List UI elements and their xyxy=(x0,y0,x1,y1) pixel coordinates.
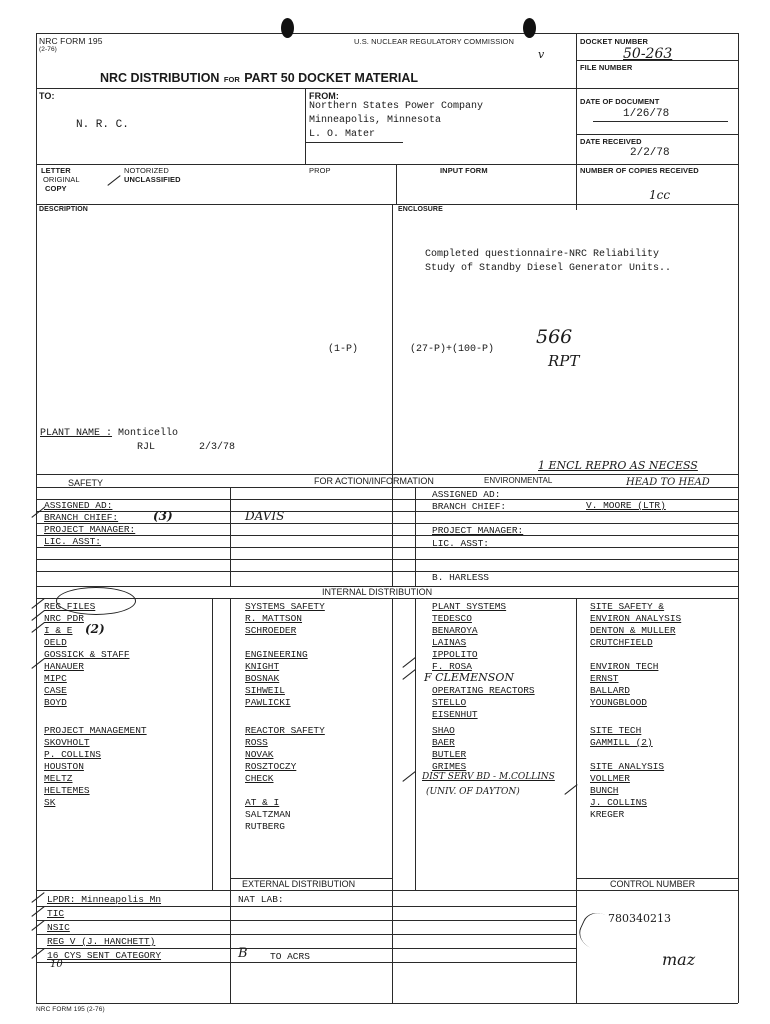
int-ie-count: (2) xyxy=(85,622,105,636)
copy-label: COPY xyxy=(45,184,67,193)
branch-chief-count: (3) xyxy=(153,509,173,523)
action-assigned-ad: ASSIGNED AD: xyxy=(44,500,113,511)
handwritten-initial: v xyxy=(538,48,545,61)
handwritten-rpt: RPT xyxy=(548,352,580,370)
rule-internal-header xyxy=(36,598,738,599)
action-project-manager: PROJECT MANAGER: xyxy=(44,524,136,535)
int-c3-6: F CLEMENSON xyxy=(424,671,514,684)
int-c1-1: NRC PDR xyxy=(44,613,84,624)
int-c3-0: PLANT SYSTEMS xyxy=(432,601,507,612)
punch-hole-mark xyxy=(281,18,294,38)
letter-label: LETTER xyxy=(41,166,71,175)
int-c4-7: BALLARD xyxy=(590,685,630,696)
action-row-3 xyxy=(36,523,738,524)
handwritten-number: 566 xyxy=(536,326,573,348)
enclosure-text-1: Completed questionnaire-NRC Reliability xyxy=(425,249,660,260)
enclosure-pages: (27-P)+(100-P) xyxy=(410,344,495,355)
check-mark-ie xyxy=(31,622,44,633)
action-row-5 xyxy=(36,547,738,548)
int-c4-0: SITE SAFETY & xyxy=(590,601,665,612)
int-c1-3: OELD xyxy=(44,637,67,648)
rule-doctype xyxy=(36,164,738,165)
ext-row-3 xyxy=(36,934,576,935)
action-header: FOR ACTION/INFORMATION xyxy=(314,476,434,486)
title-prefix: NRC DISTRIBUTION xyxy=(100,71,220,85)
int-c3-1: TEDESCO xyxy=(432,613,472,624)
reviewer-date: 2/3/78 xyxy=(199,442,236,453)
check-mark-nrc-pdr xyxy=(31,610,44,621)
int-c4-1: ENVIRON ANALYSIS xyxy=(590,613,682,624)
int-c1-8: BOYD xyxy=(44,697,67,708)
form-rev: (2-76) xyxy=(39,46,57,53)
enclosure-divider xyxy=(392,204,393,474)
date-doc-underline xyxy=(593,121,728,122)
int-c1-10: PROJECT MANAGEMENT xyxy=(44,725,147,736)
int-c2-17: SALTZMAN xyxy=(245,809,291,820)
ext-row-1 xyxy=(36,906,576,907)
int-c1-16: SK xyxy=(44,797,56,808)
notorized-label: NOTORIZED xyxy=(124,166,169,175)
copies-received-label: NUMBER OF COPIES RECEIVED xyxy=(580,166,699,175)
internal-divider-2 xyxy=(230,598,231,890)
int-c2-6: BOSNAK xyxy=(245,673,280,684)
from-label: FROM: xyxy=(309,91,339,101)
int-c1-2: I & E xyxy=(44,625,73,636)
punch-hole-mark-2 xyxy=(523,18,536,38)
rule-description xyxy=(36,204,738,205)
int-c1-11: SKOVHOLT xyxy=(44,737,90,748)
int-c3-15: (UNIV. OF DAYTON) xyxy=(426,787,520,797)
rule-date xyxy=(576,134,738,135)
internal-divider-3 xyxy=(392,598,393,890)
environmental-header: ENVIRONMENTAL xyxy=(484,476,553,485)
env-harless: B. HARLESS xyxy=(432,572,490,583)
frame-top xyxy=(36,33,738,34)
ext-row-2 xyxy=(36,920,576,921)
check-mark-reg-files xyxy=(31,598,44,609)
date-received-label: DATE RECEIVED xyxy=(580,137,642,146)
handwritten-repro-note: 1 ENCL REPRO AS NECESS xyxy=(538,459,698,472)
check-mark-lpdr xyxy=(31,892,44,903)
int-c4-14: VOLLMER xyxy=(590,773,630,784)
int-c1-15: HELTEMES xyxy=(44,785,90,796)
int-c2-11: ROSS xyxy=(245,737,268,748)
original-label: ORIGINAL xyxy=(43,175,80,184)
ext-to-acrs: TO ACRS xyxy=(270,951,310,962)
int-c4-3: CRUTCHFIELD xyxy=(590,637,653,648)
from-divider xyxy=(305,88,306,164)
check-mark-cys-sent xyxy=(31,948,44,959)
int-c4-8: YOUNGBLOOD xyxy=(590,697,648,708)
copies-received-value: 1cc xyxy=(649,188,671,202)
to-value: N. R. C. xyxy=(76,119,129,131)
int-c1-13: HOUSTON xyxy=(44,761,84,772)
from-line-3: L. O. Mater xyxy=(309,129,376,140)
int-c2-13: ROSZTOCZY xyxy=(245,761,297,772)
ext-lpdr: LPDR: Minneapolis Mn xyxy=(47,894,162,905)
int-c3-5: F. ROSA xyxy=(432,661,472,672)
plant-name-label-text: PLANT NAME : xyxy=(40,428,113,439)
rule-action xyxy=(36,474,738,475)
frame-right xyxy=(738,33,739,1003)
rule-external-label xyxy=(230,878,392,879)
int-c4-17: KREGER xyxy=(590,809,625,820)
int-c3-4: IPPOLITO xyxy=(432,649,478,660)
description-label: DESCRIPTION xyxy=(39,206,88,213)
file-number-label: FILE NUMBER xyxy=(580,63,633,72)
branch-chief-check-mark xyxy=(31,507,44,518)
int-c2-16: AT & I xyxy=(245,797,280,808)
int-c1-7: CASE xyxy=(44,685,67,696)
action-row-6 xyxy=(36,559,738,560)
int-c4-15: BUNCH xyxy=(590,785,619,796)
ext-nat-lab: NAT LAB: xyxy=(238,894,284,905)
rule-header xyxy=(36,88,738,89)
date-of-document-value: 1/26/78 xyxy=(623,108,670,120)
int-c3-13: GRIMES xyxy=(432,761,467,772)
docket-number-label: DOCKET NUMBER xyxy=(580,37,648,46)
int-c3-2: BENAROYA xyxy=(432,625,478,636)
date-received-value: 2/2/78 xyxy=(630,147,670,159)
int-c4-16: J. COLLINS xyxy=(590,797,648,808)
int-c3-8: STELLO xyxy=(432,697,467,708)
date-of-document-label: DATE OF DOCUMENT xyxy=(580,97,660,106)
frame-bottom xyxy=(36,1003,738,1004)
description-pages: (1-P) xyxy=(328,344,359,355)
from-underline xyxy=(305,142,403,143)
int-c2-14: CHECK xyxy=(245,773,274,784)
check-mark-rosa xyxy=(402,657,415,668)
int-c1-6: MIPC xyxy=(44,673,67,684)
from-line-1: Northern States Power Company xyxy=(309,101,484,112)
env-assigned-value: V. MOORE (LTR) xyxy=(586,500,666,511)
control-number-value: 780340213 xyxy=(608,912,671,925)
safety-header: SAFETY xyxy=(68,478,104,488)
int-c2-12: NOVAK xyxy=(245,749,274,760)
int-c2-10: REACTOR SAFETY xyxy=(245,725,325,736)
reviewer-initials: RJL xyxy=(137,442,156,453)
control-number-label: CONTROL NUMBER xyxy=(610,879,696,889)
ext-nsic: NSIC xyxy=(47,922,70,933)
title-for: FOR xyxy=(223,75,240,84)
action-row-4 xyxy=(36,535,738,536)
prop-label: PROP xyxy=(309,166,331,175)
int-c2-7: SIHWEIL xyxy=(245,685,285,696)
int-c1-0: REG FILES xyxy=(44,601,96,612)
title-suffix: PART 50 DOCKET MATERIAL xyxy=(244,71,419,85)
form-id: NRC FORM 195 xyxy=(39,36,103,46)
internal-divider-1 xyxy=(212,598,213,890)
plant-name-label xyxy=(40,428,178,439)
internal-divider-5 xyxy=(576,598,577,890)
ext-row-4 xyxy=(36,948,576,949)
docket-number-value: 50-263 xyxy=(623,46,673,62)
internal-divider-4 xyxy=(415,598,416,890)
int-c2-8: PAWLICKI xyxy=(245,697,291,708)
int-c2-0: SYSTEMS SAFETY xyxy=(245,601,325,612)
rule-action-header xyxy=(36,487,738,488)
ext-tic: TIC xyxy=(47,908,65,919)
action-divider-2 xyxy=(392,474,393,586)
check-mark-dist-serv xyxy=(402,771,415,782)
int-c3-14: DIST SERV BD - M.COLLINS xyxy=(422,772,555,782)
control-initials: maz xyxy=(662,950,696,969)
handwritten-head-to-head: HEAD TO HEAD xyxy=(626,477,710,488)
rule-external-top xyxy=(36,890,738,891)
env-branch-chief: BRANCH CHIEF: xyxy=(432,501,507,512)
int-c2-5: KNIGHT xyxy=(245,661,280,672)
int-c4-6: ERNST xyxy=(590,673,619,684)
inputform-divider xyxy=(396,164,397,204)
int-c3-7: OPERATING REACTORS xyxy=(432,685,535,696)
action-row-7 xyxy=(36,571,738,572)
int-c2-1: R. MATTSON xyxy=(245,613,303,624)
int-c1-14: MELTZ xyxy=(44,773,73,784)
ext-row-5 xyxy=(36,962,576,963)
check-mark-nsic xyxy=(31,920,44,931)
int-c4-2: DENTON & MULLER xyxy=(590,625,676,636)
enclosure-text-2: Study of Standby Diesel Generator Units.. xyxy=(425,263,672,274)
plant-name-value: Monticello xyxy=(118,428,179,439)
ext-copies-hand: 10 xyxy=(50,959,63,970)
check-mark-clemenson xyxy=(402,669,415,680)
external-divider-3 xyxy=(576,878,577,1003)
internal-header: INTERNAL DISTRIBUTION xyxy=(322,587,433,597)
form-title xyxy=(100,69,418,87)
int-c3-9: EISENHUT xyxy=(432,709,478,720)
action-row-2 xyxy=(36,511,738,512)
check-mark-tic xyxy=(31,906,44,917)
int-c3-3: LAINAS xyxy=(432,637,467,648)
enclosure-label: ENCLOSURE xyxy=(398,206,443,213)
unclassified-label: UNCLASSIFIED xyxy=(124,175,181,184)
int-c4-11: GAMMILL (2) xyxy=(590,737,653,748)
int-c1-12: P. COLLINS xyxy=(44,749,102,760)
int-c4-13: SITE ANALYSIS xyxy=(590,761,665,772)
env-project-manager: PROJECT MANAGER: xyxy=(432,525,524,536)
int-c3-12: BUTLER xyxy=(432,749,467,760)
ext-cys-sent: 16 CYS SENT CATEGORY xyxy=(47,950,162,961)
int-c3-11: BAER xyxy=(432,737,455,748)
frame-left xyxy=(36,33,37,1003)
check-mark-hanauer xyxy=(31,658,44,669)
to-label: TO: xyxy=(39,91,55,101)
env-assigned-ad: ASSIGNED AD: xyxy=(432,489,501,500)
env-lic-asst: LIC. ASST: xyxy=(432,538,490,549)
from-line-2: Minneapolis, Minnesota xyxy=(309,115,442,126)
unclassified-check-mark xyxy=(107,175,120,186)
input-form-label: INPUT FORM xyxy=(440,166,488,175)
footer-form-ref: NRC FORM 195 (2-76) xyxy=(36,1006,105,1013)
int-c4-10: SITE TECH xyxy=(590,725,642,736)
int-c2-2: SCHROEDER xyxy=(245,625,297,636)
int-c1-4: GOSSICK & STAFF xyxy=(44,649,130,660)
int-c2-4: ENGINEERING xyxy=(245,649,308,660)
action-branch-chief: BRANCH CHIEF: xyxy=(44,512,119,523)
ext-reg-v: REG V (J. HANCHETT) xyxy=(47,936,156,947)
rule-control-label xyxy=(576,878,738,879)
external-header: EXTERNAL DISTRIBUTION xyxy=(242,879,356,889)
ext-category-value: B xyxy=(238,946,248,961)
int-c2-18: RUTBERG xyxy=(245,821,285,832)
agency-name: U.S. NUCLEAR REGULATORY COMMISSION xyxy=(354,37,514,46)
action-lic-asst: LIC. ASST: xyxy=(44,536,102,547)
int-c3-10: SHAO xyxy=(432,725,455,736)
int-c4-5: ENVIRON TECH xyxy=(590,661,659,672)
int-c1-5: HANAUER xyxy=(44,661,84,672)
branch-chief-name: DAVIS xyxy=(245,509,285,523)
